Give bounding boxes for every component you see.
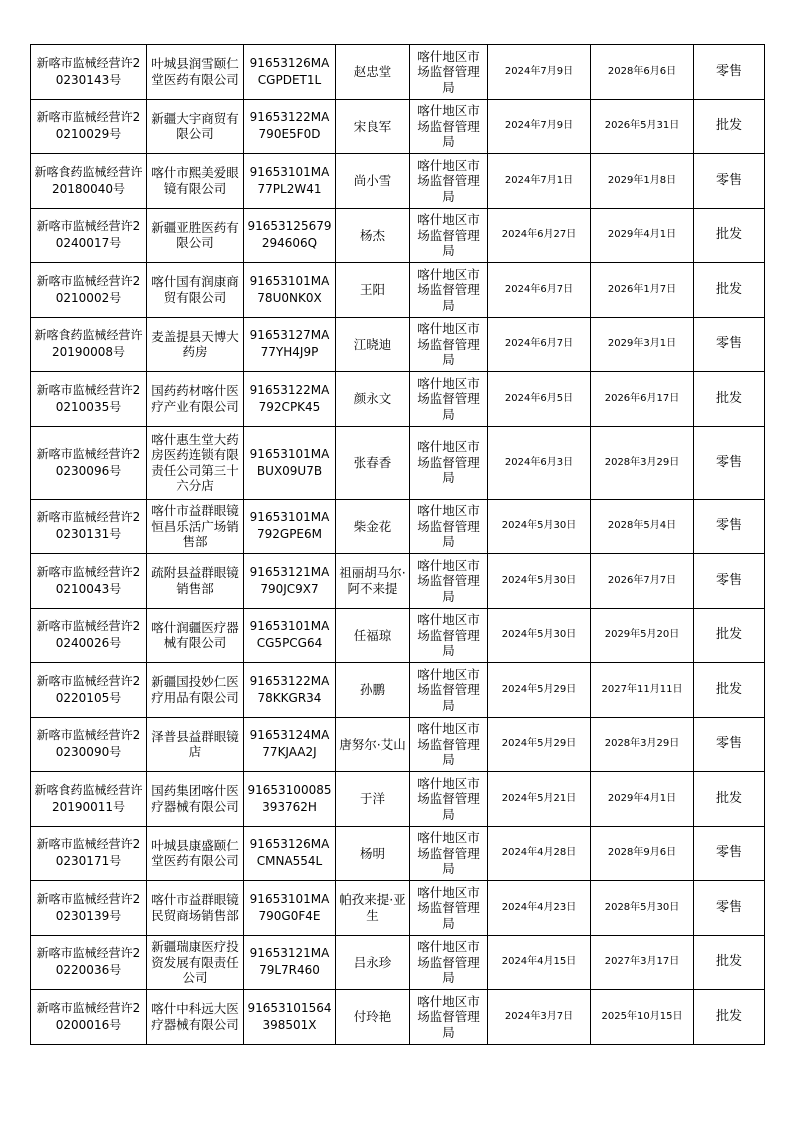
- issue-date-cell: 2024年7月9日: [488, 99, 591, 154]
- table-row: [31, 263, 765, 318]
- legal-person-cell: 尚小雪: [336, 154, 410, 209]
- expiry-date-cell: 2028年6月6日: [591, 45, 694, 100]
- legal-person-cell: 帕孜来提·亚生: [336, 881, 410, 936]
- company-name-cell: 叶城县润雪颐仁堂医药有限公司: [147, 45, 244, 100]
- business-type-cell: 批发: [694, 372, 765, 427]
- license-number-cell: 新喀市监械经营许20240017号: [31, 208, 147, 263]
- issue-date-cell: 2024年6月5日: [488, 372, 591, 427]
- credit-code-cell: 91653127MA77YH4J9P: [244, 317, 336, 372]
- license-number-cell: 新喀市监械经营许20200016号: [31, 990, 147, 1045]
- issuing-authority-cell: 喀什地区市场监督管理局: [410, 426, 488, 499]
- business-type-cell: 批发: [694, 663, 765, 718]
- credit-code-cell: 91653122MA790E5F0D: [244, 99, 336, 154]
- credit-code-cell: 91653126MACMNA554L: [244, 826, 336, 881]
- business-type-cell: 零售: [694, 881, 765, 936]
- business-type-cell: 批发: [694, 935, 765, 990]
- issuing-authority-cell: 喀什地区市场监督管理局: [410, 99, 488, 154]
- issue-date-cell: 2024年5月21日: [488, 772, 591, 827]
- business-type-cell: 零售: [694, 426, 765, 499]
- credit-code-cell: 91653101MA790G0F4E: [244, 881, 336, 936]
- table-row: [31, 208, 765, 263]
- business-type-cell: 零售: [694, 554, 765, 609]
- legal-person-cell: 吕永珍: [336, 935, 410, 990]
- license-number-cell: 新喀市监械经营许20210043号: [31, 554, 147, 609]
- expiry-date-cell: 2028年3月29日: [591, 426, 694, 499]
- company-name-cell: 新疆瑞康医疗投资发展有限责任公司: [147, 935, 244, 990]
- credit-code-cell: 91653125679294606Q: [244, 208, 336, 263]
- business-type-cell: 零售: [694, 154, 765, 209]
- legal-person-cell: 江晓迪: [336, 317, 410, 372]
- expiry-date-cell: 2028年5月30日: [591, 881, 694, 936]
- company-name-cell: 喀什润疆医疗器械有限公司: [147, 608, 244, 663]
- license-number-cell: 新喀食药监械经营许20180040号: [31, 154, 147, 209]
- expiry-date-cell: 2027年3月17日: [591, 935, 694, 990]
- issue-date-cell: 2024年5月30日: [488, 554, 591, 609]
- credit-code-cell: 91653101MABUX09U7B: [244, 426, 336, 499]
- legal-person-cell: 宋良军: [336, 99, 410, 154]
- table-row: [31, 935, 765, 990]
- legal-person-cell: 杨杰: [336, 208, 410, 263]
- credit-code-cell: 91653124MA77KJAA2J: [244, 717, 336, 772]
- table-row: [31, 717, 765, 772]
- issuing-authority-cell: 喀什地区市场监督管理局: [410, 263, 488, 318]
- business-type-cell: 零售: [694, 317, 765, 372]
- credit-code-cell: 91653122MA792CPK45: [244, 372, 336, 427]
- expiry-date-cell: 2029年1月8日: [591, 154, 694, 209]
- legal-person-cell: 祖丽胡马尔·阿不来提: [336, 554, 410, 609]
- company-name-cell: 喀什市熙美爱眼镜有限公司: [147, 154, 244, 209]
- expiry-date-cell: 2028年5月4日: [591, 499, 694, 554]
- legal-person-cell: 唐努尔·艾山: [336, 717, 410, 772]
- issuing-authority-cell: 喀什地区市场监督管理局: [410, 663, 488, 718]
- issue-date-cell: 2024年4月15日: [488, 935, 591, 990]
- issuing-authority-cell: 喀什地区市场监督管理局: [410, 154, 488, 209]
- issuing-authority-cell: 喀什地区市场监督管理局: [410, 499, 488, 554]
- issuing-authority-cell: 喀什地区市场监督管理局: [410, 372, 488, 427]
- expiry-date-cell: 2026年7月7日: [591, 554, 694, 609]
- company-name-cell: 新疆亚胜医药有限公司: [147, 208, 244, 263]
- issue-date-cell: 2024年6月27日: [488, 208, 591, 263]
- company-name-cell: 国药集团喀什医疗器械有限公司: [147, 772, 244, 827]
- license-number-cell: 新喀市监械经营许20210002号: [31, 263, 147, 318]
- issuing-authority-cell: 喀什地区市场监督管理局: [410, 554, 488, 609]
- credit-code-cell: 91653100085393762H: [244, 772, 336, 827]
- license-number-cell: 新喀食药监械经营许20190011号: [31, 772, 147, 827]
- license-number-cell: 新喀市监械经营许20230096号: [31, 426, 147, 499]
- license-table: [30, 44, 765, 1045]
- legal-person-cell: 王阳: [336, 263, 410, 318]
- legal-person-cell: 杨明: [336, 826, 410, 881]
- issue-date-cell: 2024年5月30日: [488, 608, 591, 663]
- issue-date-cell: 2024年7月1日: [488, 154, 591, 209]
- business-type-cell: 零售: [694, 826, 765, 881]
- license-number-cell: 新喀市监械经营许20230090号: [31, 717, 147, 772]
- table-row: [31, 663, 765, 718]
- issuing-authority-cell: 喀什地区市场监督管理局: [410, 317, 488, 372]
- table-row: [31, 772, 765, 827]
- company-name-cell: 喀什市益群眼镜民贸商场销售部: [147, 881, 244, 936]
- license-number-cell: 新喀市监械经营许20220105号: [31, 663, 147, 718]
- business-type-cell: 批发: [694, 608, 765, 663]
- issue-date-cell: 2024年6月7日: [488, 317, 591, 372]
- license-number-cell: 新喀市监械经营许20230171号: [31, 826, 147, 881]
- table-row: [31, 372, 765, 427]
- license-number-cell: 新喀市监械经营许20220036号: [31, 935, 147, 990]
- legal-person-cell: 赵忠堂: [336, 45, 410, 100]
- expiry-date-cell: 2026年5月31日: [591, 99, 694, 154]
- issuing-authority-cell: 喀什地区市场监督管理局: [410, 826, 488, 881]
- company-name-cell: 喀什国有润康商贸有限公司: [147, 263, 244, 318]
- company-name-cell: 喀什惠生堂大药房医药连锁有限责任公司第三十六分店: [147, 426, 244, 499]
- issuing-authority-cell: 喀什地区市场监督管理局: [410, 45, 488, 100]
- business-type-cell: 零售: [694, 45, 765, 100]
- company-name-cell: 喀什市益群眼镜恒昌乐活广场销售部: [147, 499, 244, 554]
- credit-code-cell: 91653121MA790JC9X7: [244, 554, 336, 609]
- expiry-date-cell: 2027年11月11日: [591, 663, 694, 718]
- credit-code-cell: 91653101564398501X: [244, 990, 336, 1045]
- company-name-cell: 新疆国投妙仁医疗用品有限公司: [147, 663, 244, 718]
- business-type-cell: 批发: [694, 263, 765, 318]
- issuing-authority-cell: 喀什地区市场监督管理局: [410, 717, 488, 772]
- issue-date-cell: 2024年3月7日: [488, 990, 591, 1045]
- table-row: [31, 99, 765, 154]
- credit-code-cell: 91653126MACGPDET1L: [244, 45, 336, 100]
- business-type-cell: 零售: [694, 499, 765, 554]
- legal-person-cell: 任福琼: [336, 608, 410, 663]
- table-row: [31, 881, 765, 936]
- business-type-cell: 批发: [694, 772, 765, 827]
- issue-date-cell: 2024年4月23日: [488, 881, 591, 936]
- table-row: [31, 608, 765, 663]
- credit-code-cell: 91653121MA79L7R460: [244, 935, 336, 990]
- company-name-cell: 叶城县康盛颐仁堂医药有限公司: [147, 826, 244, 881]
- license-number-cell: 新喀食药监械经营许20190008号: [31, 317, 147, 372]
- business-type-cell: 零售: [694, 717, 765, 772]
- issuing-authority-cell: 喀什地区市场监督管理局: [410, 772, 488, 827]
- legal-person-cell: 付玲艳: [336, 990, 410, 1045]
- expiry-date-cell: 2029年4月1日: [591, 208, 694, 263]
- table-row: [31, 554, 765, 609]
- issuing-authority-cell: 喀什地区市场监督管理局: [410, 935, 488, 990]
- license-number-cell: 新喀市监械经营许20210035号: [31, 372, 147, 427]
- issuing-authority-cell: 喀什地区市场监督管理局: [410, 208, 488, 263]
- license-table-page: [30, 44, 764, 1045]
- legal-person-cell: 张春香: [336, 426, 410, 499]
- business-type-cell: 批发: [694, 208, 765, 263]
- company-name-cell: 新疆大宇商贸有限公司: [147, 99, 244, 154]
- legal-person-cell: 柴金花: [336, 499, 410, 554]
- company-name-cell: 泽普县益群眼镜店: [147, 717, 244, 772]
- expiry-date-cell: 2029年3月1日: [591, 317, 694, 372]
- credit-code-cell: 91653122MA78KKGR34: [244, 663, 336, 718]
- license-number-cell: 新喀市监械经营许20230143号: [31, 45, 147, 100]
- expiry-date-cell: 2028年3月29日: [591, 717, 694, 772]
- credit-code-cell: 91653101MA77PL2W41: [244, 154, 336, 209]
- issue-date-cell: 2024年4月28日: [488, 826, 591, 881]
- legal-person-cell: 孙鹏: [336, 663, 410, 718]
- issue-date-cell: 2024年5月29日: [488, 717, 591, 772]
- issuing-authority-cell: 喀什地区市场监督管理局: [410, 990, 488, 1045]
- expiry-date-cell: 2026年1月7日: [591, 263, 694, 318]
- table-row: [31, 45, 765, 100]
- issuing-authority-cell: 喀什地区市场监督管理局: [410, 881, 488, 936]
- business-type-cell: 批发: [694, 99, 765, 154]
- issue-date-cell: 2024年5月29日: [488, 663, 591, 718]
- license-number-cell: 新喀市监械经营许20230139号: [31, 881, 147, 936]
- table-row: [31, 499, 765, 554]
- credit-code-cell: 91653101MA78U0NK0X: [244, 263, 336, 318]
- table-row: [31, 826, 765, 881]
- license-number-cell: 新喀市监械经营许20210029号: [31, 99, 147, 154]
- table-row: [31, 317, 765, 372]
- expiry-date-cell: 2025年10月15日: [591, 990, 694, 1045]
- expiry-date-cell: 2028年9月6日: [591, 826, 694, 881]
- issue-date-cell: 2024年6月3日: [488, 426, 591, 499]
- expiry-date-cell: 2029年5月20日: [591, 608, 694, 663]
- table-row: [31, 426, 765, 499]
- credit-code-cell: 91653101MA792GPE6M: [244, 499, 336, 554]
- table-row: [31, 990, 765, 1045]
- credit-code-cell: 91653101MACG5PCG64: [244, 608, 336, 663]
- legal-person-cell: 颜永文: [336, 372, 410, 427]
- license-table-body: [31, 45, 765, 1045]
- company-name-cell: 疏附县益群眼镜销售部: [147, 554, 244, 609]
- expiry-date-cell: 2026年6月17日: [591, 372, 694, 427]
- issue-date-cell: 2024年5月30日: [488, 499, 591, 554]
- business-type-cell: 批发: [694, 990, 765, 1045]
- table-row: [31, 154, 765, 209]
- issue-date-cell: 2024年6月7日: [488, 263, 591, 318]
- license-number-cell: 新喀市监械经营许20230131号: [31, 499, 147, 554]
- license-number-cell: 新喀市监械经营许20240026号: [31, 608, 147, 663]
- legal-person-cell: 于洋: [336, 772, 410, 827]
- company-name-cell: 国药药材喀什医疗产业有限公司: [147, 372, 244, 427]
- company-name-cell: 喀什中科远大医疗器械有限公司: [147, 990, 244, 1045]
- expiry-date-cell: 2029年4月1日: [591, 772, 694, 827]
- issuing-authority-cell: 喀什地区市场监督管理局: [410, 608, 488, 663]
- company-name-cell: 麦盖提县天博大药房: [147, 317, 244, 372]
- issue-date-cell: 2024年7月9日: [488, 45, 591, 100]
